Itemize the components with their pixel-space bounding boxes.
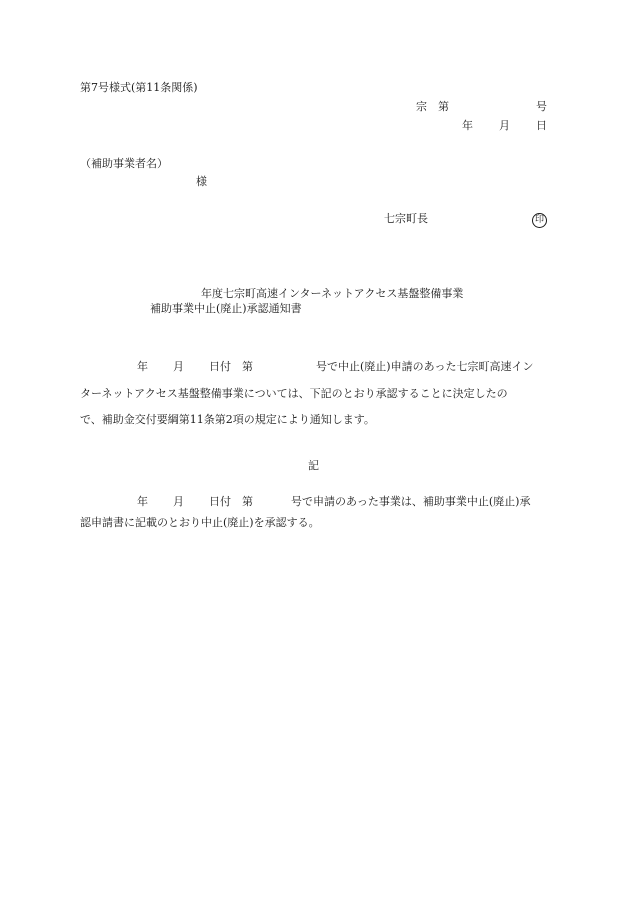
body-p1-line3: で、補助金交付要綱第11条第2項の規定により通知します。 [80, 413, 375, 426]
body-p1-rest: 号で中止(廃止)申請のあった七宗町高速イン [316, 360, 534, 373]
body-p2-rest: 号で申請のあった事業は、補助事業中止(廃止)承 [291, 495, 531, 508]
recipient-name: （補助事業者名） [80, 157, 168, 170]
body-p2-year: 年 [137, 495, 148, 508]
date-day: 日 [536, 119, 547, 132]
body-p1-year: 年 [137, 360, 148, 373]
doc-ref-go: 号 [536, 100, 547, 113]
date-year: 年 [462, 119, 473, 132]
body-p1-line2: ターネットアクセス基盤整備事業については、下記のとおり承認することに決定したの [80, 387, 508, 400]
body-p2-month: 月 [173, 495, 184, 508]
body-p2-day: 日付 第 [209, 495, 253, 508]
body-p1-month: 月 [173, 360, 184, 373]
official-seal [532, 212, 547, 228]
doc-ref-dai: 宗 第 [416, 100, 449, 113]
date-month: 月 [499, 119, 510, 132]
ki-heading: 記 [308, 459, 319, 472]
form-number: 第7号様式(第11条関係) [80, 81, 198, 94]
doc-title-line1: 年度七宗町高速インターネットアクセス基盤整備事業 [201, 287, 464, 300]
seal-icon: 印 [532, 213, 547, 228]
recipient-honorific: 様 [196, 175, 207, 188]
body-p1-day: 日付 第 [209, 360, 253, 373]
doc-title-line2: 補助事業中止(廃止)承認通知書 [150, 302, 302, 315]
body-p2-line2: 認申請書に記載のとおり中止(廃止)を承認する。 [80, 516, 320, 529]
sender-title: 七宗町長 [384, 212, 428, 225]
